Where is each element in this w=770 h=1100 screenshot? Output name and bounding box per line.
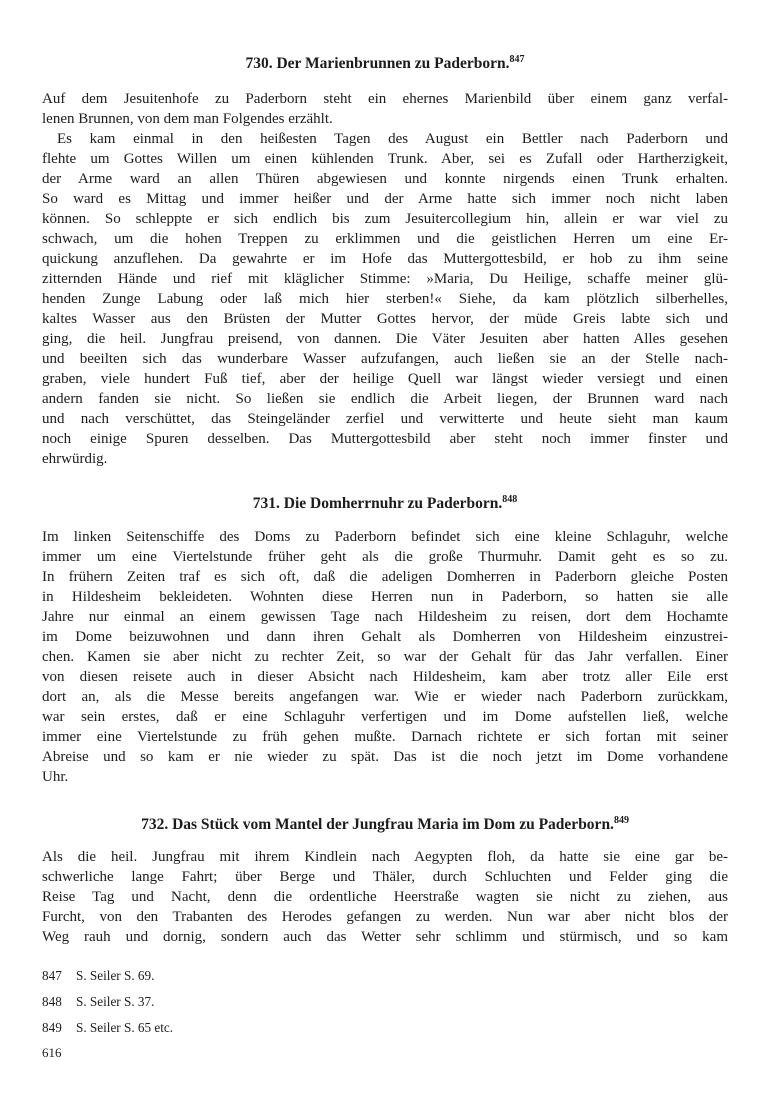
- section-heading-732: [42, 815, 728, 835]
- text-line: und beeilten sich das wunderbare Wasser aufzufangen, auch ließen sie an der Stelle nach-: [42, 351, 728, 367]
- section-heading-730: [42, 54, 728, 74]
- text-line: So ward es Mittag und immer heißer und der Arme hatte sich immer noch nicht laben: [42, 191, 728, 207]
- text-line: In frühern Zeiten traf es sich oft, daß die adeligen Domherren in Paderborn gleiche Posten: [42, 569, 728, 585]
- text-line: graben, viele hundert Fuß tief, aber der heilige Quell war längst wieder versiegt und einen: [42, 371, 728, 387]
- text-line: Als die heil. Jungfrau mit ihrem Kindlein nach Aegypten floh, da hatte sie eine gar be-: [42, 849, 728, 865]
- footnote-marker: 847: [42, 968, 62, 983]
- text-line: flehte um Gottes Willen um einen kühlenden Trunk. Aber, sei es Zufall oder Hartherzigkeit,: [42, 151, 728, 167]
- section-body-730: [42, 89, 728, 469]
- text-line: Reise Tag und Nacht, denn die ordentliche Heerstraße wagten sie nicht zu ziehen, aus: [42, 889, 728, 905]
- text-line: lenen Brunnen, von dem man Folgendes erzählt.: [42, 111, 333, 127]
- text-line: noch einige Spuren desselben. Das Muttergottesbild aber steht noch immer finster und: [42, 431, 728, 447]
- text-line: Auf dem Jesuitenhofe zu Paderborn steht ein ehernes Marienbild über einem ganz verfal-: [42, 91, 728, 107]
- footnote-marker: 849: [42, 1020, 62, 1035]
- text-line: andern fanden sie nicht. So ließen sie endlich die Arbeit liegen, der Brunnen ward nach: [42, 391, 728, 407]
- text-line: Es kam einmal in den heißesten Tagen des August ein Bettler nach Paderborn und: [57, 131, 728, 147]
- text-line: quickung anzuflehen. Da gewahrte er im Hofe das Muttergottesbild, er hob zu ihm seine: [42, 251, 728, 267]
- text-line: chen. Kamen sie aber nicht zu rechter Zeit, so war der Gehalt für das Jahr verfallen. Einer: [42, 649, 728, 665]
- section-body-732: [42, 847, 728, 947]
- footnote-reference: 847: [509, 53, 525, 65]
- text-line: immer um eine Viertelstunde früher geht als die große Thurmuhr. Damit geht es so zu.: [42, 549, 728, 565]
- text-line: im Dome beizuwohnen und dann ihren Gehalt als Domherren von Hildesheim einzustrei-: [42, 629, 728, 645]
- footnote-text: S. Seiler S. 69.: [76, 968, 155, 983]
- text-line: Im linken Seitenschiffe des Doms zu Paderborn befindet sich eine kleine Schlaguhr, welche: [42, 529, 728, 545]
- text-line: Uhr.: [42, 769, 69, 785]
- text-line: Jahre nur einmal an einem gewissen Tage nach Hildesheim zu reisen, dort dem Hochamte: [42, 609, 728, 625]
- text-line: Abreise und so kam er nie wieder zu spät. Das ist die noch jetzt im Dome vorhandene: [42, 749, 728, 765]
- section-heading-731: [42, 494, 728, 514]
- text-line: der Arme ward an allen Thüren abgewiesen und konnte nirgends einen Trunk erhalten.: [42, 171, 728, 187]
- text-line: zitternden Hände und rief mit kläglicher Stimme: »Maria, Du Heilige, schaffe meiner glü-: [42, 271, 728, 287]
- section-heading-text: 732. Das Stück vom Mantel der Jungfrau Maria im Dom zu Paderborn.: [141, 816, 614, 833]
- text-line: Weg rauh und dornig, sondern auch das Wetter sehr schlimm und stürmisch, und so kam: [42, 929, 728, 945]
- footnote-848: [42, 989, 728, 1015]
- footnote-marker: 848: [42, 994, 62, 1009]
- text-line: kaltes Wasser aus den Brüsten der Mutter Gottes hervor, der müde Greis labte sich und: [42, 311, 728, 327]
- text-line: war sein erstes, daß er eine Schlaguhr verfertigen und im Dome aufstellen ließ, welche: [42, 709, 728, 725]
- text-line: immer eine Viertelstunde zu früh gehen mußte. Darnach richtete er sich fortan mit seiner: [42, 729, 728, 745]
- footnote-text: S. Seiler S. 37.: [76, 994, 155, 1009]
- text-line: Furcht, von den Trabanten des Herodes gefangen zu werden. Nun war aber nicht blos der: [42, 909, 728, 925]
- text-line: und nach verschüttet, das Steingeländer zerfiel und verwitterte und heute sieht man kaum: [42, 411, 728, 427]
- text-line: können. So schleppte er sich endlich bis zum Jesuitercollegium hin, allein er war viel zu: [42, 211, 728, 227]
- section-heading-text: 731. Die Domherrnuhr zu Paderborn.: [252, 495, 503, 512]
- text-line: schwach, um die hohen Treppen zu erklimmen und die geistlichen Herren um eine Er-: [42, 231, 728, 247]
- page-number: 616: [42, 1045, 62, 1060]
- section-heading-text: 730. Der Marienbrunnen zu Paderborn.: [245, 55, 510, 72]
- text-line: henden Zunge Labung oder laß mich hier sterben!« Siehe, da kam plötzlich silberhelles,: [42, 291, 728, 307]
- footnote-reference: 849: [613, 814, 629, 826]
- section-body-731: [42, 527, 728, 787]
- footnote-847: [42, 963, 728, 989]
- text-line: von diesen reisete auch in dieser Absicht nach Hildesheim, kam aber trotz aller Eile erst: [42, 669, 728, 685]
- footnote-849: [42, 1015, 728, 1041]
- footnotes: [42, 963, 728, 1041]
- text-line: ehrwürdig.: [42, 451, 108, 467]
- footnote-text: S. Seiler S. 65 etc.: [76, 1020, 174, 1035]
- text-line: schwerliche lange Fahrt; über Berge und Thäler, durch Schluchten und Felder ging die: [42, 869, 728, 885]
- text-line: ging, die heil. Jungfrau preisend, von dannen. Die Väter Jesuiten aber hatten Alles gesehen: [42, 331, 728, 347]
- text-line: in Hildesheim bekleideten. Wohnten diese Herren nun in Paderborn, so hatten sie alle: [42, 589, 728, 605]
- text-line: dort an, als die Messe bereits angefangen war. Wie er wieder nach Paderborn zurückkam,: [42, 689, 728, 705]
- footnote-reference: 848: [502, 493, 518, 505]
